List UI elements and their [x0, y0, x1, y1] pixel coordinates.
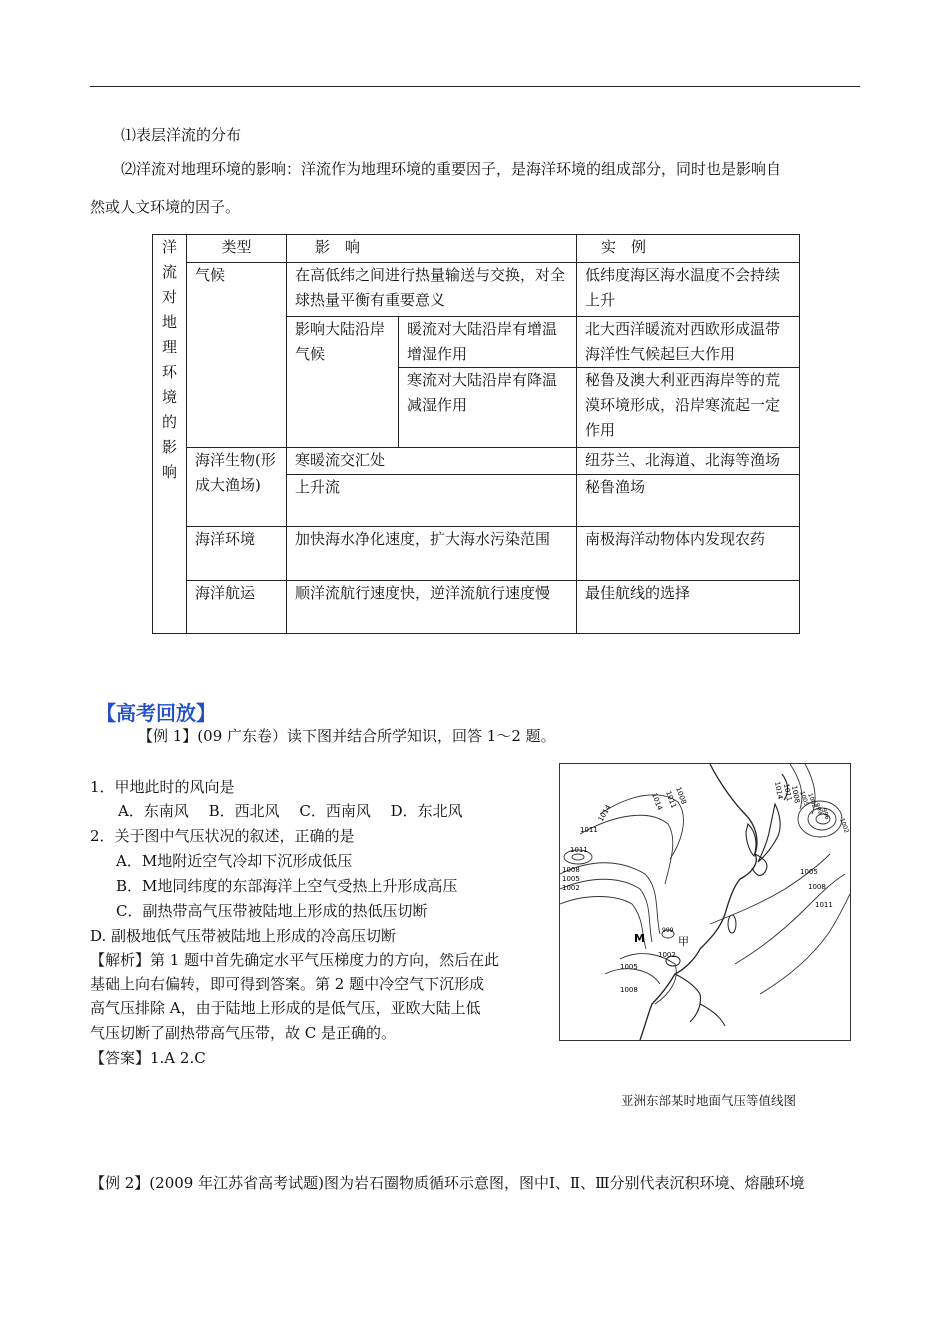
- table-side-label: 洋流对地理环境的影响: [153, 235, 187, 634]
- analysis-line-3: 高气压排除 A，由于陆地上形成的是低气压，亚欧大陆上低: [90, 999, 481, 1017]
- table-header-example: 实 例: [577, 235, 800, 263]
- map-isobar-label: 1014: [650, 791, 664, 812]
- map-isobar-label: 1002: [838, 817, 850, 835]
- header-rule: [90, 86, 860, 87]
- item-2-text-line1: ⑵洋流对地理环境的影响：洋流作为地理环境的重要因子，是海洋环境的组成部分，同时也是影响自: [121, 160, 782, 178]
- table-header-effect: 影 响: [287, 235, 577, 263]
- marine-env-example: 南极海洋动物体内发现农药: [577, 527, 800, 581]
- bio-effect-2: 上升流: [287, 475, 577, 527]
- map-isobar-label: 1011: [782, 782, 794, 802]
- map-label-m: M: [634, 932, 645, 945]
- map-isobar-label: 1005: [798, 790, 810, 808]
- climate-type-cell: 气候: [187, 263, 287, 448]
- map-isobar-label: 1002: [806, 792, 818, 810]
- cold-current-effect: 寒流对大陆沿岸有降温减湿作用: [399, 368, 577, 448]
- analysis-line-2: 基础上向右偏转，即可得到答案。第 2 题中冷空气下沉形成: [90, 975, 485, 993]
- map-isobar-label: 1002: [562, 884, 580, 892]
- map-isobar-label: 1008: [790, 784, 802, 804]
- map-isobar-label: 996: [820, 807, 831, 821]
- navigation-example: 最佳航线的选择: [577, 581, 800, 634]
- ocean-effects-table: [152, 234, 800, 634]
- isobar-map-drawing: [560, 764, 850, 1040]
- question-1: 1．甲地此时的风向是: [90, 778, 235, 796]
- question-1-options: A．东南风 B．西北风 C．西南风 D．东北风: [118, 802, 463, 820]
- map-isobar-label: 1008: [562, 866, 580, 874]
- map-isobar-label: 1005: [562, 875, 580, 883]
- question-2-option-d: D. 副极地低气压带被陆地上形成的冷高压切断: [90, 927, 397, 945]
- map-isobar-label: 1011: [580, 826, 598, 834]
- map-isobar-label: 1005: [800, 868, 818, 876]
- cold-current-example: 秘鲁及澳大利亚西海岸等的荒漠环境形成，沿岸寒流起一定作用: [577, 368, 800, 448]
- map-isobar-label: 1002: [658, 951, 676, 959]
- isobar-map: [559, 763, 851, 1041]
- map-isobar-label: 1008: [620, 986, 638, 994]
- climate-effect-cell: 在高低纬之间进行热量输送与交换，对全球热量平衡有重要意义: [287, 263, 577, 317]
- analysis-line-4: 气压切断了副热带高气压带，故 C 是正确的。: [90, 1024, 397, 1042]
- marine-env-type: 海洋环境: [187, 527, 287, 581]
- map-isobar-label: 1005: [620, 963, 638, 971]
- navigation-effect: 顺洋流航行速度快，逆洋流航行速度慢: [287, 581, 577, 634]
- map-isobar-label: 1011: [815, 901, 833, 909]
- warm-current-example: 北大西洋暖流对西欧形成温带海洋性气候起巨大作用: [577, 317, 800, 368]
- map-isobar-label: 1008: [674, 785, 688, 806]
- map-isobar-label: 999: [813, 802, 824, 816]
- question-2-option-b: B．M地同纬度的东部海洋上空气受热上升形成高压: [116, 877, 458, 895]
- marine-bio-type: 海洋生物(形成大渔场): [187, 448, 287, 527]
- question-2-option-c: C．副热带高气压带被陆地上形成的热低压切断: [116, 902, 428, 920]
- example-1-intro: 【例 1】(09 广东卷）读下图并结合所学知识，回答 1～2 题。: [138, 727, 556, 745]
- map-label-jia: 甲: [678, 935, 689, 948]
- map-isobar-label: 1014: [773, 780, 785, 800]
- example-2-text: 【例 2】(2009 年江苏省高考试题)图为岩石圈物质循环示意图，图中Ⅰ、Ⅱ、Ⅲ分别代表沉积环境、熔融环境: [90, 1174, 805, 1192]
- bio-effect-1: 寒暖流交汇处: [287, 448, 577, 475]
- analysis-line-1: 【解析】第 1 题中首先确定水平气压梯度力的方向，然后在此: [90, 951, 500, 969]
- coastal-climate-label: 影响大陆沿岸气候: [287, 317, 399, 448]
- item-1-text: ⑴表层洋流的分布: [121, 126, 242, 144]
- map-isobar-label: 999: [662, 927, 674, 934]
- climate-example-cell: 低纬度海区海水温度不会持续上升: [577, 263, 800, 317]
- question-2: 2．关于图中气压状况的叙述，正确的是: [90, 827, 355, 845]
- answer-text: 【答案】1.A 2.C: [90, 1049, 206, 1067]
- table-header-type: 类型: [187, 235, 287, 263]
- map-isobar-label: 1011: [570, 846, 588, 854]
- review-heading: 【高考回放】: [96, 701, 216, 725]
- bio-example-2: 秘鲁渔场: [577, 475, 800, 527]
- marine-env-effect: 加快海水净化速度，扩大海水污染范围: [287, 527, 577, 581]
- map-isobar-label: 1014: [596, 803, 613, 823]
- warm-current-effect: 暖流对大陆沿岸有增温增湿作用: [399, 317, 577, 368]
- map-caption: 亚洲东部某时地面气压等值线图: [621, 1093, 797, 1108]
- map-isobar-label: 1008: [808, 883, 826, 891]
- map-isobar-label: 1011: [664, 789, 678, 810]
- item-2-text-line2: 然或人文环境的因子。: [90, 198, 241, 216]
- navigation-type: 海洋航运: [187, 581, 287, 634]
- question-2-option-a: A．M地附近空气冷却下沉形成低压: [116, 852, 353, 870]
- bio-example-1: 纽芬兰、北海道、北海等渔场: [577, 448, 800, 475]
